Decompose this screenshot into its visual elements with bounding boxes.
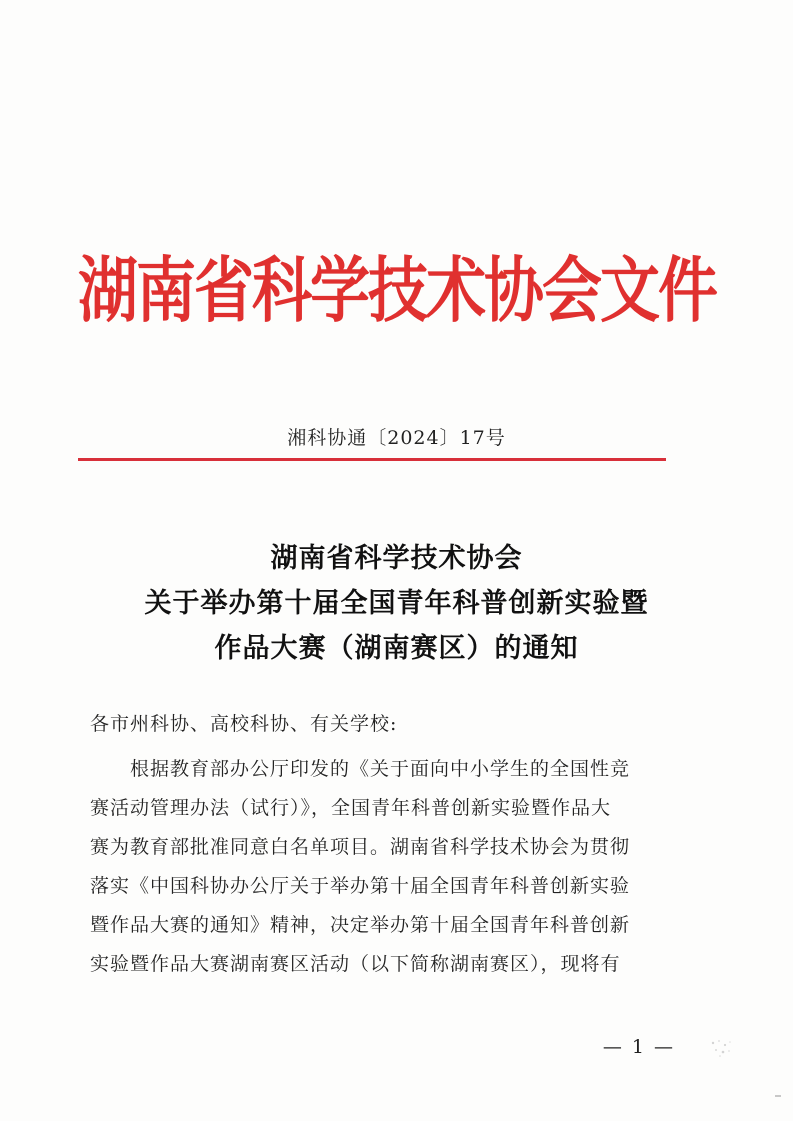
body-line: 落实《中国科协办公厅关于举办第十届全国青年科普创新实验 [90, 875, 631, 897]
salutation: 各市州科协、高校科协、有关学校: [90, 713, 398, 735]
scan-edge-mark [775, 1095, 781, 1097]
title-line: 作品大赛（湖南赛区）的通知 [214, 633, 579, 664]
body-line: 实验暨作品大赛湖南赛区活动（以下简称湖南赛区），现将有 [90, 953, 621, 975]
masthead-title: 湖南省科学技术协会文件 [78, 250, 716, 333]
scan-speckle-mark [709, 1038, 735, 1058]
body-line: 赛为教育部批准同意白名单项目。湖南省科学技术协会为贯彻 [90, 836, 631, 858]
notice-title [0, 536, 793, 671]
body-line: 赛活动管理办法（试行）》，全国青年科普创新实验暨作品大 [90, 797, 612, 819]
title-line: 湖南省科学技术协会 [270, 543, 523, 574]
red-divider-line [78, 458, 666, 461]
body-line: 根据教育部办公厅印发的《关于面向中小学生的全国性竞 [130, 758, 631, 780]
body-paragraph [90, 750, 678, 984]
title-line: 关于举办第十届全国青年科普创新实验暨 [144, 588, 649, 619]
page-number: — 1 — [602, 1036, 675, 1058]
body-line: 暨作品大赛的通知》精神，决定举办第十届全国青年科普创新 [90, 914, 631, 936]
document-number: 湘科协通〔2024〕17号 [287, 427, 506, 449]
